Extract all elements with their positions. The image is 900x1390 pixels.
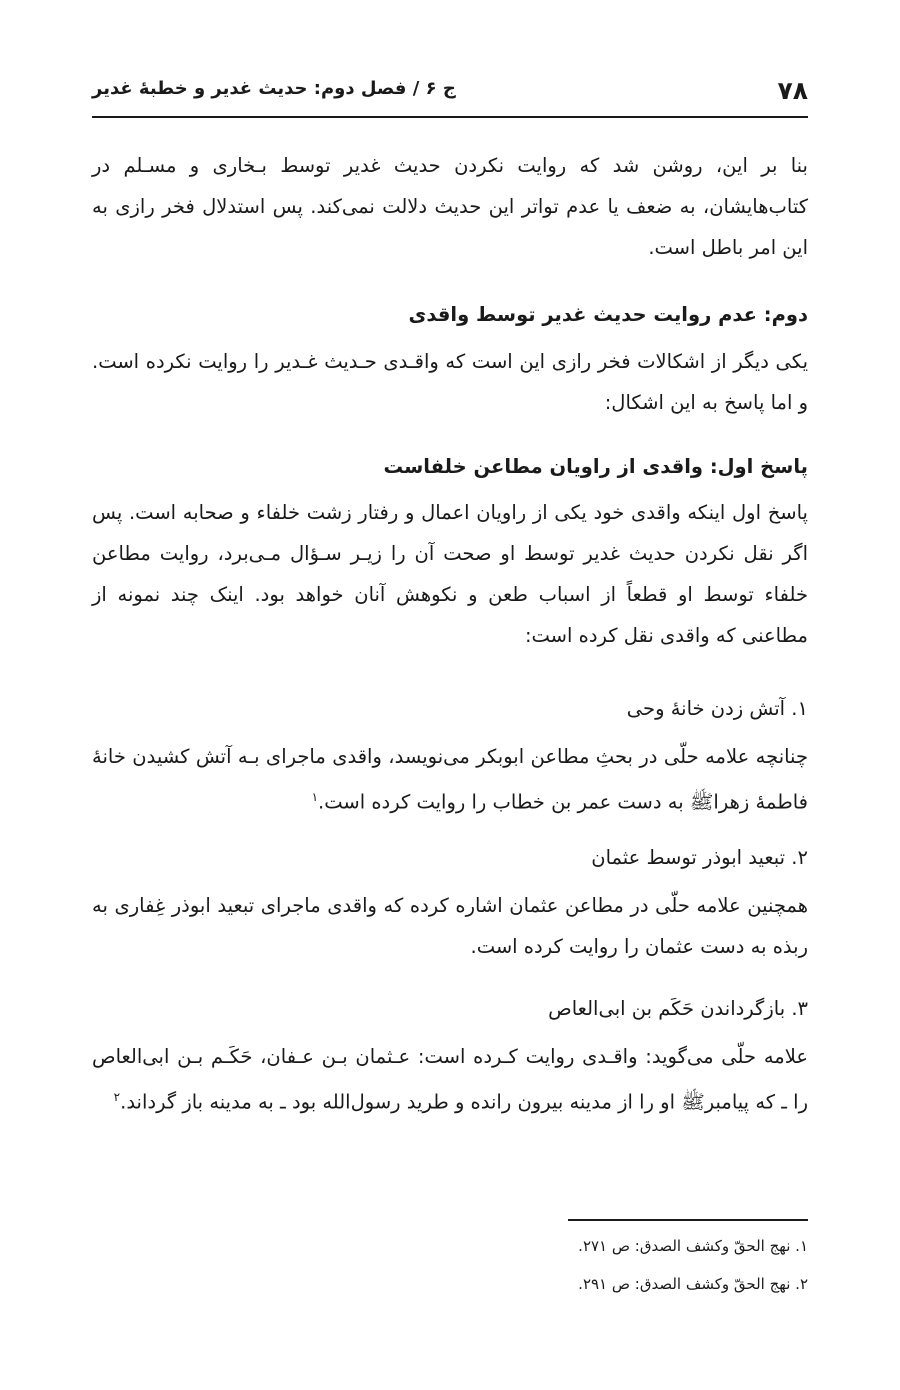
footnote-1: ۱. نهج الحقّ وکشف الصدق: ص ۲۷۱. (578, 1237, 808, 1255)
item-three-title: ۳. بازگرداندن حَکَم بن ابی‌العاص (548, 997, 808, 1020)
item-three-text: علامه حلّی می‌گوید: واقـدی روایت کـرده است: عـثمان بـن عـفان، حَکَـم بـن ابی‌العاص را ـ که پیامبرﷺ او را از مدینه بیرون رانده و طرید رسول‌الله بود ـ به مدینه باز گرداند.$^۲$ (92, 1045, 808, 1114)
answer-one-heading: پاسخ اول: واقدی از راویان مطاعن خلفاست (383, 455, 808, 478)
footnote-rule (568, 1219, 808, 1221)
section-second-paragraph: یکی دیگر از اشکالات فخر رازی این است که واقـدی حـدیث غـدیر را روایت نکرده است. و اما پاسخ به این اشکال: (92, 350, 808, 414)
running-head: ج ۶ / فصل دوم: حدیث غدیر و خطبهٔ غدیر (92, 78, 456, 99)
book-page (92, 0, 808, 1390)
item-one-title: ۱. آتش زدن خانهٔ وحی (626, 697, 808, 720)
header-rule (92, 116, 808, 118)
item-one-text: چنانچه علامه حلّی در بحثِ مطاعن ابوبکر می‌نویسد، واقدی ماجرای بـه آتش کشیدن خانهٔ فاطمهٔ زهراﷺ به دست عمر بن خطاب را روایت کرده است.$^۱$ (92, 745, 808, 814)
footnote-ref-2: ۲ (113, 1090, 121, 1104)
footnote-ref-1: ۱ (311, 790, 319, 804)
page-header (92, 72, 808, 116)
intro-paragraph: بنا بر این، روشن شد که روایت نکردن حدیث غدیر توسط بـخاری و مسـلم در کتاب‌هایشان، به ضعف یا عدم تواتر این حدیث دلالت نمی‌کند. پس استدلال فخر رازی به این امر باطل است. (92, 154, 808, 259)
section-heading-second: دوم: عدم روایت حدیث غدیر توسط واقدی (408, 303, 808, 326)
answer-one-paragraph: پاسخ اول اینکه واقدی خود یکی از راویان اعمال و رفتار زشت خلفاء و صحابه است. پس اگر نقل نکردن حدیث غدیر توسط او صحت آن را زیـر سـؤال مـی‌برد، روایت مطاعن خلفاء توسط او قطعاً از اسباب طعن و نکوهش آنان خواهد بود. اینک چند نمونه از مطاعنی که واقدی نقل کرده است: (92, 501, 808, 647)
page-number: ۷۸ (777, 76, 808, 105)
item-two-text: همچنین علامه حلّی در مطاعن عثمان اشاره کرده که واقدی ماجرای تبعید ابوذر غِفاری به ربذه به دست عثمان را روایت کرده است. (92, 894, 808, 958)
item-two-title: ۲. تبعید ابوذر توسط عثمان (591, 846, 808, 869)
footnote-2: ۲. نهج الحقّ وکشف الصدق: ص ۲۹۱. (578, 1275, 808, 1293)
